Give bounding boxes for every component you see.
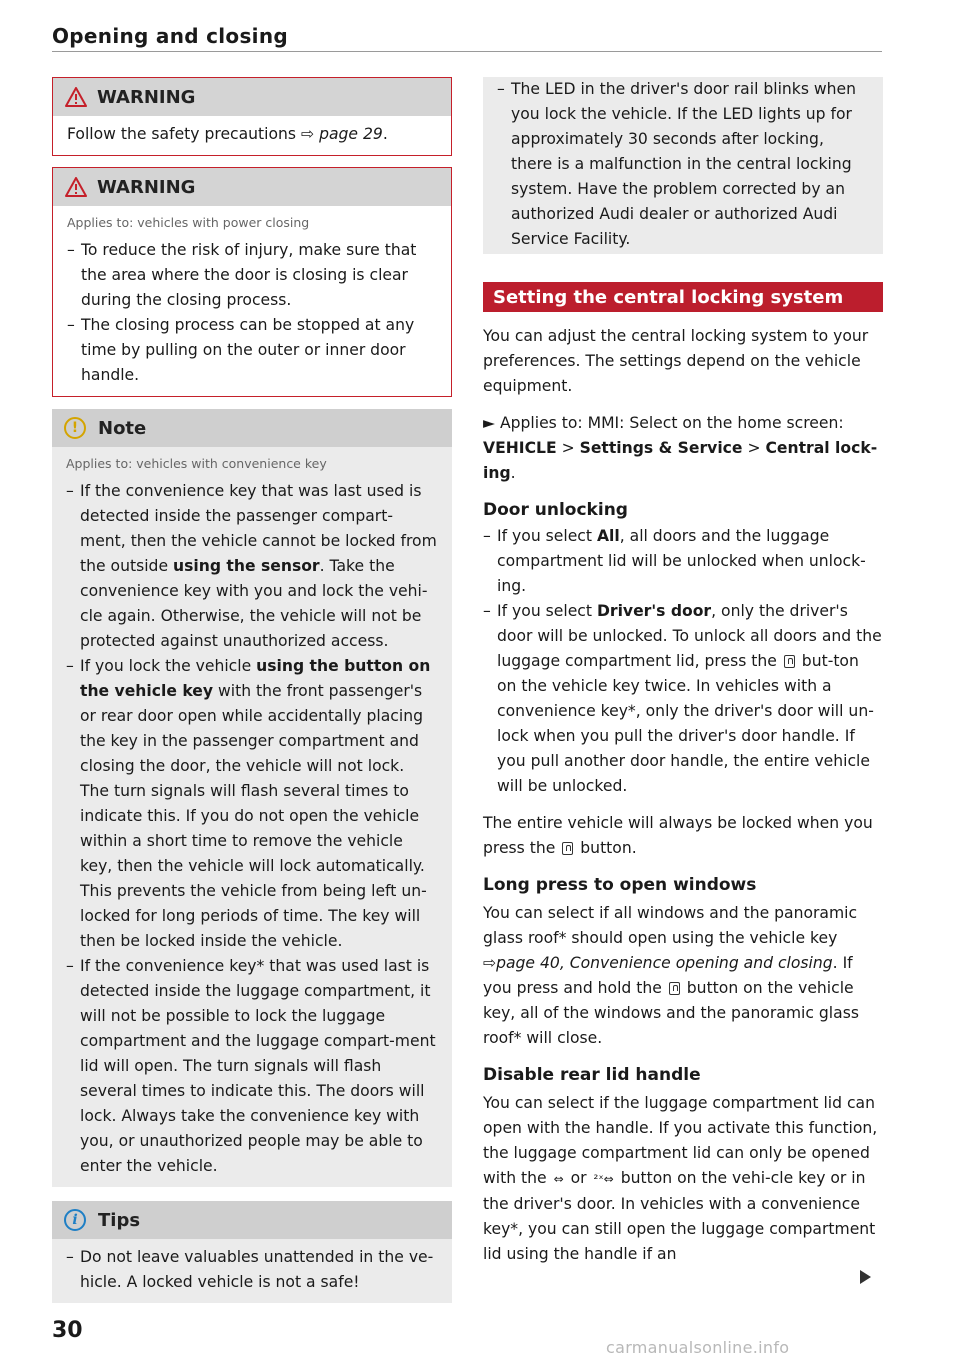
rear-lid-double-press-icon: ²ˣ⇔ [593,1172,614,1186]
list-item: – The closing process can be stopped at any time by pulling on the outer or inner door handle. [67,313,437,388]
bold-text: All [596,527,620,545]
text: , only the driver's door will be unlocked. To unlock all doors and the luggage compartment lid, press the [497,602,882,670]
list-item: – If the convenience key* that was used last is detected inside the luggage compartment, it will not be possible to lock the luggage compartment and the luggage compart-ment lid will open. The turn signals will flash several times to indicate this. The doors will lock. Always take the convenience key with you, or unauthorized people may be able to enter the vehicle. [66,954,438,1179]
separator: > [556,439,580,457]
section-intro: You can adjust the central locking system to your preferences. The settings depend on the vehicle equipment. [483,327,869,395]
left-column [52,77,452,1303]
ref-arrow-icon: ⇨ [301,125,315,143]
warning-heading: WARNING [97,176,196,198]
warning-triangle-icon [65,177,87,197]
warning-triangle-icon [65,87,87,107]
list-item: – Do not leave valuables unattended in the ve-hicle. A locked vehicle is not a safe! [66,1245,438,1295]
menu-path-settings: Settings & Service [579,439,743,457]
rear-lid-paragraph [483,1091,883,1267]
text: If you lock the vehicle [80,657,257,675]
list-item [483,599,883,799]
text: Applies to: MMI: Select on the home screen: [495,414,844,432]
warning-body [53,206,451,396]
tips-heading: Tips [98,1209,141,1231]
warning-list [67,238,437,388]
long-press-paragraph [483,901,883,1051]
list-item [66,654,438,954]
text: If you select [497,602,597,620]
locked-paragraph [483,811,883,861]
continue-arrow-icon [860,1270,871,1284]
subheading-long-press: Long press to open windows [483,875,757,895]
tips-body [52,1239,452,1303]
note-list [66,479,438,1179]
unlock-button-icon [784,655,795,668]
note-header [52,409,452,447]
note-body [52,447,452,1187]
lock-button-icon [669,982,680,995]
text: . Take the convenience key with you and lock the vehi-cle again. Otherwise, the vehicle will not be protected against unauthorized access. [80,557,428,650]
note-exclamation-icon: ! [64,417,86,439]
page-reference-link[interactable]: page 29 [319,125,383,143]
menu-path-vehicle: VEHICLE [483,439,557,457]
page-header-title: Opening and closing [52,24,288,48]
text: You can select if all windows and the panoramic glass roof* should open using the vehicle key [483,904,858,947]
bold-text: using the button on the vehicle key [80,657,431,700]
applies-to-text: Applies to: vehicles with convenience key [66,456,327,471]
warning-text: Follow the safety precautions [67,125,302,143]
applies-instruction [483,411,883,486]
menu-path-central-locking: Central lock-ing [483,439,878,482]
warning-header [53,78,451,116]
warning-heading: WARNING [97,86,196,108]
led-list [497,77,869,252]
page-reference-link[interactable]: page 40, Convenience opening and closing [496,954,833,972]
warning-body [53,116,451,155]
note-heading: Note [98,417,147,439]
list-item: – To reduce the risk of injury, make sure that the area where the door is closing is clear during the closing process. [67,238,437,313]
text: button on the vehicle key, all of the windows and the panoramic glass roof* will close. [483,979,859,1047]
text: You can select if the luggage compartment lid can open with the handle. If you activate this function, the luggage compartment lid can only be opened with the [483,1094,878,1187]
list-item [483,524,883,599]
subheading-door-unlocking: Door unlocking [483,500,628,520]
note-box [52,409,452,1187]
led-info-body [483,77,883,254]
warning-box-power-closing [52,167,452,397]
text: or [565,1169,592,1187]
text: button on the vehi-cle key or in the driver's door. In vehicles with a convenience key*, you can still open the luggage compartment lid using the handle if an [483,1169,876,1263]
tips-box [52,1201,452,1303]
page-number: 30 [52,1318,83,1343]
text: If the convenience key that was last used is detected inside the passenger compart-ment, then the vehicle cannot be locked from the outside [80,482,437,575]
subheading-rear-lid: Disable rear lid handle [483,1065,701,1085]
text: The entire vehicle will always be locked when you press the [483,814,873,857]
triangle-marker-icon: ► [483,414,495,432]
text: with the front passenger's or rear door open while accidentally placing the key in the passenger compartment and closing the door, the vehicle will not lock. The turn signals will flash several times to indicate this. If you do not open the vehicle within a short time to remove the vehicle key, then the vehicle will lock automatically. This prevents the vehicle from being left un-locked for long periods of time. The key will then be locked inside the vehicle. [80,682,427,950]
bold-text: Driver's door [596,602,712,620]
bold-text: using the sensor [173,557,320,575]
text: , all doors and the luggage compartment lid will be unlocked when unlock-ing. [497,527,866,595]
warning-text-end: . [382,125,388,143]
tips-header [52,1201,452,1239]
lock-button-icon [562,842,573,855]
list-item [66,479,438,654]
text-end: . [510,464,516,482]
ref-arrow-icon: ⇨ [483,954,497,972]
text: . If you press and hold the [483,954,853,997]
applies-to-text: Applies to: vehicles with power closing [67,215,310,230]
text: button. [575,839,637,857]
section-heading: Setting the central locking system [483,282,883,312]
led-info-box [483,77,883,254]
text: but-ton on the vehicle key twice. In vehicles with a convenience key*, only the driver's door will un-lock when you pull the driver's door handle. If you pull another door handle, the entire vehicle will be unlocked. [497,652,874,795]
door-unlocking-list [483,524,883,799]
info-icon: i [64,1209,86,1231]
tips-list [66,1245,438,1295]
warning-header [53,168,451,206]
warning-box-safety [52,77,452,156]
text: If you select [497,527,597,545]
right-column [483,77,883,1267]
list-item: – The LED in the driver's door rail blinks when you lock the vehicle. If the LED lights up for approximately 30 seconds after locking, there is a malfunction in the central locking system. Have the problem corrected by an authorized Audi dealer or authorized Audi Service Facility. [497,77,869,252]
separator: > [742,439,766,457]
header-divider [52,51,882,52]
rear-lid-button-icon: ⇔ [553,1172,564,1186]
watermark: carmanualsonline.info [606,1338,790,1357]
